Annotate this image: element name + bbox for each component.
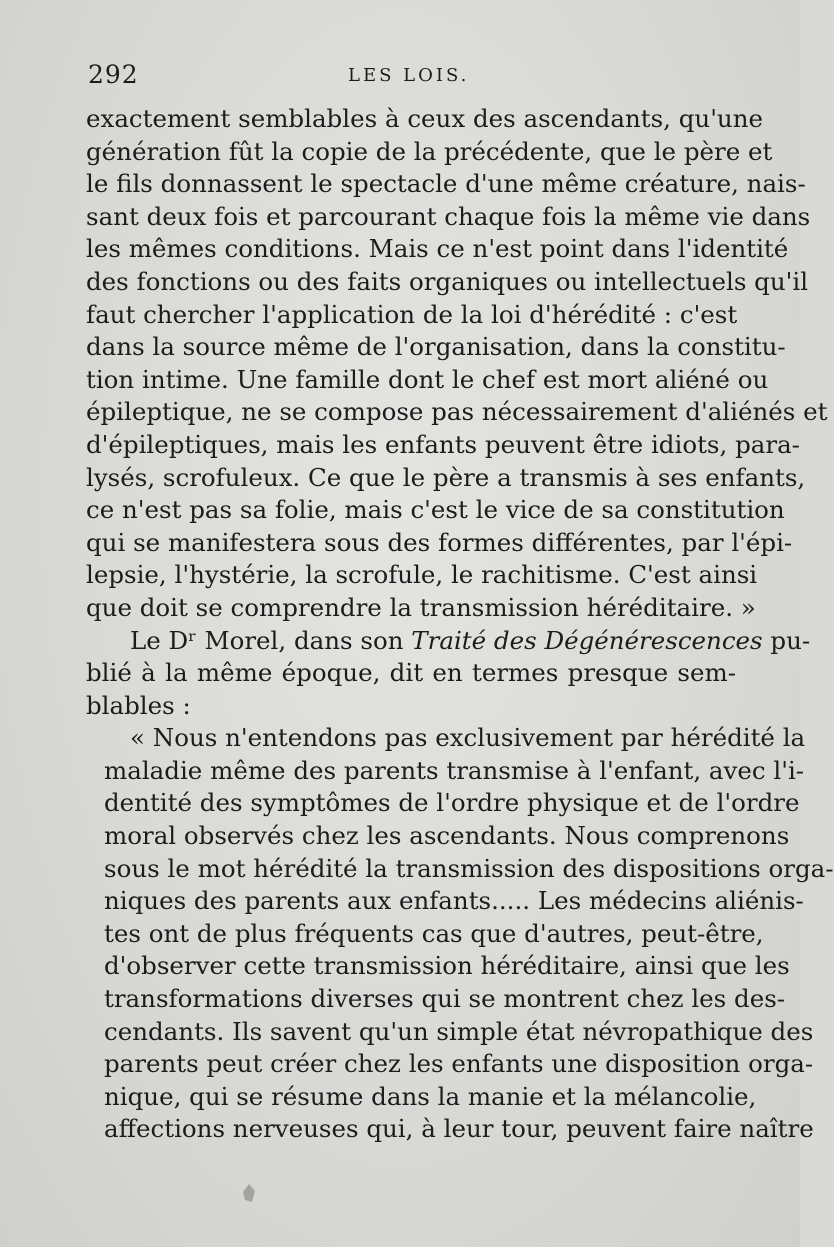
morel-paragraph-line bbox=[86, 625, 811, 658]
text-line: blié à la même époque, dit en termes presque sem- bbox=[86, 658, 736, 688]
ink-smudge-mark bbox=[240, 1183, 258, 1203]
text-line: ce n'est pas sa folie, mais c'est le vice de sa constitution bbox=[86, 495, 785, 525]
text-line: sant deux fois et parcourant chaque fois la même vie dans bbox=[86, 201, 811, 231]
quote-line: moral observés chez les ascendants. Nous comprenons bbox=[104, 821, 790, 851]
text-line: lysés, scrofuleux. Ce que le père a transmis à ses enfants, bbox=[86, 462, 806, 492]
quote-line: « Nous n'entendons pas exclusivement par hérédité la bbox=[130, 723, 806, 753]
book-title: Traité des Dégénérescences bbox=[411, 625, 763, 655]
text-line: que doit se comprendre la transmission héréditaire. » bbox=[86, 592, 756, 622]
quote-line: maladie même des parents transmise à l'enfant, avec l'i- bbox=[104, 755, 805, 785]
quote-line: dentité des symptômes de l'ordre physique et de l'ordre bbox=[104, 788, 800, 818]
page-header bbox=[88, 60, 728, 100]
text-line: lepsie, l'hystérie, la scrofule, le rachitisme. C'est ainsi bbox=[86, 560, 758, 590]
text-line: qui se manifestera sous des formes différentes, par l'épi- bbox=[86, 527, 793, 557]
quote-line: niques des parents aux enfants..... Les médecins aliénis- bbox=[104, 886, 804, 916]
text-line: dans la source même de l'organisation, dans la constitu- bbox=[86, 332, 786, 362]
text-line: exactement semblables à ceux des ascendants, qu'une bbox=[86, 104, 763, 133]
quote-line: sous le mot hérédité la transmission des dispositions orga- bbox=[104, 853, 834, 883]
morel-suffix: pu- bbox=[762, 625, 811, 655]
quote-line: transformations diverses qui se montrent chez les des- bbox=[104, 984, 786, 1014]
text-line: faut chercher l'application de la loi d'hérédité : c'est bbox=[86, 299, 738, 329]
text-line: génération fût la copie de la précédente, que le père et bbox=[86, 136, 773, 166]
page-body bbox=[86, 103, 834, 1146]
page-number: 292 bbox=[88, 60, 139, 89]
quote-line: cendants. Ils savent qu'un simple état névropathique des bbox=[104, 1016, 814, 1046]
running-title: LES LOIS. bbox=[348, 65, 470, 86]
quote-line: affections nerveuses qui, à leur tour, peuvent faire naître bbox=[104, 1114, 814, 1144]
quote-line: parents peut créer chez les enfants une disposition orga- bbox=[104, 1049, 814, 1079]
text-line: les mêmes conditions. Mais ce n'est point dans l'identité bbox=[86, 234, 789, 264]
text-line: blables : bbox=[86, 690, 191, 720]
morel-prefix: Le Dʳ Morel, dans son bbox=[130, 625, 412, 655]
text-line: d'épileptiques, mais les enfants peuvent être idiots, para- bbox=[86, 429, 800, 459]
text-line: tion intime. Une famille dont le chef est mort aliéné ou bbox=[86, 364, 769, 394]
text-line: épileptique, ne se compose pas nécessairement d'aliénés et bbox=[86, 397, 828, 427]
quote-line: tes ont de plus fréquents cas que d'autres, peut-être, bbox=[104, 918, 764, 948]
text-line: des fonctions ou des faits organiques ou intellectuels qu'il bbox=[86, 266, 809, 296]
quote-line: d'observer cette transmission héréditaire, ainsi que les bbox=[104, 951, 790, 981]
quote-line: nique, qui se résume dans la manie et la mélancolie, bbox=[104, 1081, 757, 1111]
text-line: le fils donnassent le spectacle d'une même créature, nais- bbox=[86, 169, 806, 199]
